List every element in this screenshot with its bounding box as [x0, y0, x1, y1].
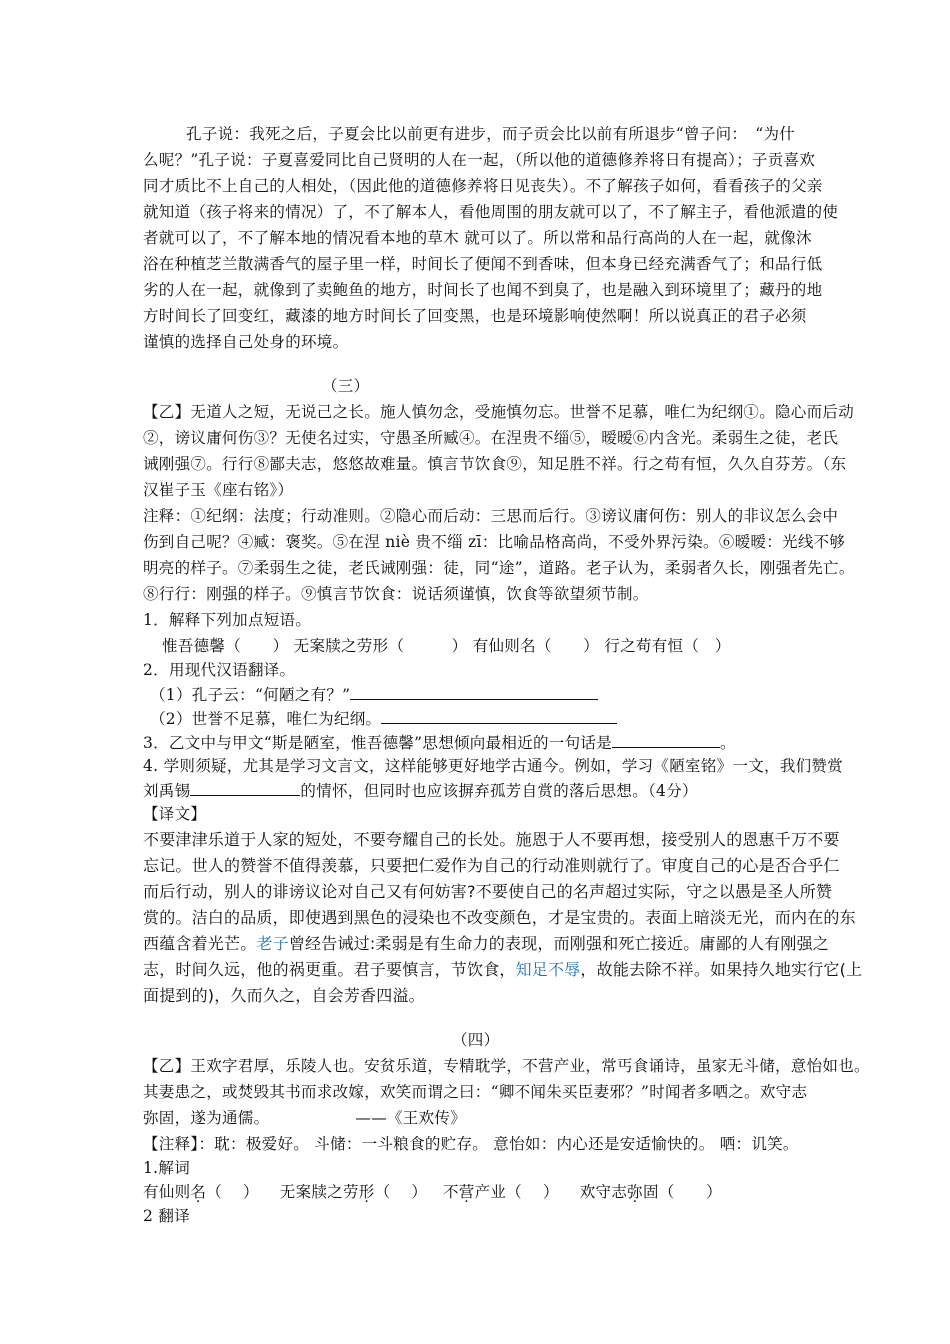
q4-answer-blank[interactable]: [190, 780, 300, 796]
section-3-text-2: ②，谤议庸何伤③？无使名过实，守愚圣所臧④。在涅贵不缁⑤，暧暧⑥内含光。柔弱生之徒，老氏: [143, 429, 839, 447]
section-4-text-2: 其妻患之，或焚毁其书而求改嫁，欢笑而谓之曰：“卿不闻朱买臣妻邪？”时闻者多哂之。欢守志: [143, 1083, 808, 1101]
q4-suffix: 的情怀，但同时也应该摒弃孤芳自赏的落后思想。（4分）: [300, 782, 698, 800]
q2a-answer-blank[interactable]: [350, 684, 598, 700]
section-3-text-1: 【乙】无道人之短，无说己之长。施人慎勿念，受施慎勿忘。世誉不足慕，唯仁为纪纲①。隐心而后动: [143, 403, 855, 421]
source-citation: ——《王欢传》: [355, 1109, 467, 1127]
q1-item-4: 行之苟有恒（ ）: [604, 637, 731, 655]
q3-end: 。: [720, 734, 736, 752]
laozi-link[interactable]: 老子: [256, 934, 289, 953]
section-3-text-4: 汉崔子玉《座右铭》）: [143, 481, 294, 499]
section-3-text-3: 诫刚强⑦。行行⑧鄙夫志，悠悠故难量。慎言节饮食⑨，知足胜不祥。行之苟有恒，久久自芬芳。（东: [143, 455, 847, 473]
yiwen-line-2: 忘记。世人的赞誉不值得羡慕，只要把仁爱作为自己的行动准则就行了。审度自己的心是否合乎仁: [143, 856, 840, 875]
section-4-text-3: [143, 1108, 466, 1128]
yiwen-heading: 【译文】: [143, 805, 207, 823]
s4-q1-item-3: 不营产业（ ）: [442, 1183, 559, 1201]
yiwen-line-6: [143, 960, 862, 980]
question-2a: [150, 684, 598, 705]
q3-text: 3．乙文中与甲文“斯是陋室，惟吾德馨”思想倾向最相近的一句话是: [143, 734, 613, 752]
section-4-question-1-items: [143, 1182, 722, 1202]
question-2: 2．用现代汉语翻译。: [143, 661, 296, 679]
question-4-line-2: [143, 780, 698, 801]
section-4-question-1: 1.解词: [143, 1159, 190, 1177]
translation-line-1: 孔子说：我死之后，子夏会比以前更有进步，而子贡会比以前有所退步“曾子问： “为什: [186, 125, 796, 143]
question-3: [143, 732, 736, 753]
question-1-items: [162, 636, 731, 656]
q1-item-3: 有仙则名（ ）: [472, 637, 600, 655]
q3-answer-blank[interactable]: [612, 732, 720, 748]
translation-line-7: 劣的人在一起，就像到了卖鲍鱼的地方，时间长了也闻不到臭了，也是融入到环境里了；藏丹的地: [143, 281, 823, 299]
zhizuburu-link[interactable]: 知足不辱: [515, 960, 581, 979]
yiwen-5-pre: 西蕴含着光芒。: [143, 934, 257, 953]
translation-line-3: 同才质比不上自己的人相处，（因此他的道德修养将日见丧失）。不了解孩子如何，看看孩子的父亲: [143, 177, 823, 195]
yiwen-line-5: [143, 934, 829, 954]
translation-line-5: 者就可以了，不了解本地的情况看本地的草木 就可以了。所以常和品行高尚的人在一起，就像沐: [143, 229, 812, 247]
yiwen-6-pre: 志，时间久远，他的祸更重。君子要慎言，节饮食，: [143, 960, 516, 979]
yiwen-6-post: ，故能去除不祥。如果持久地实行它(上: [580, 960, 863, 979]
question-4-line-1: 4. 学则须疑，尤其是学习文言文，这样能够更好地学古通今。例如，学习《陋室铭》一文，我们赞赏: [143, 757, 844, 775]
translation-line-2: 么呢？”孔子说：子夏喜爱同比自己贤明的人在一起，（所以他的道德修养将日有提高）；子贡喜欢: [143, 151, 816, 169]
yiwen-line-4: 赏的。洁白的品质，即使遇到黑色的浸染也不改变颜色，才是宝贵的。表面上暗淡无光，而内在的东: [143, 908, 856, 927]
translation-line-9: 谨慎的选择自己处身的环境。: [143, 333, 349, 351]
yiwen-line-7: 面提到的)，久而久之，自会芳香四溢。: [143, 986, 425, 1005]
question-2b: [150, 708, 617, 729]
section-4-heading: （四）: [452, 1031, 500, 1049]
q2a-text: （1）孔子云：“何陋之有？”: [150, 686, 351, 704]
section-4-note: 【注释】：耽：极爱好。 斗储：一斗粮食的贮存。 意怡如：内心还是安适愉快的。 哂：讥笑。: [143, 1135, 799, 1153]
section-4-question-2: 2 翻译: [143, 1207, 190, 1225]
yiwen-line-1: 不要津津乐道于人家的短处，不要夸耀自己的长处。施恩于人不要再想，接受别人的恩惠千万不要: [143, 830, 840, 849]
section-3-note-2: 伤到自己呢？④臧：褒奖。⑤在涅 niè 贵不缁 zī：比喻品格高尚，不受外界污染。⑥暧暧：光线不够: [143, 533, 846, 551]
s4-q1-item-1: 有仙则名（ ）: [143, 1183, 259, 1201]
yiwen-5-post: 曾经告诫过:柔弱是有生命力的表现，而刚强和死亡接近。庸鄙的人有刚强之: [288, 934, 830, 953]
section-3-note-1: 注释：①纪纲：法度；行动准则。②隐心而后动：三思而后行。③谤议庸何伤：别人的非议怎么会中: [143, 507, 839, 525]
translation-line-8: 方时间长了回变红，藏漆的地方时间长了回变黑，也是环境影响使然啊！所以说真正的君子必须: [143, 307, 807, 325]
translation-line-6: 浴在种植芝兰散满香气的屋子里一样，时间长了便闻不到香味，但本身已经充满香气了；和品行低: [143, 255, 823, 273]
q2b-answer-blank[interactable]: [381, 708, 617, 724]
q1-item-2: 无案牍之劳形（ ）: [293, 637, 468, 655]
s4-q1-item-4: 欢守志弥固（ ）: [579, 1183, 722, 1201]
section-4-text-3-main: 弥固，遂为通儒。: [143, 1109, 270, 1127]
s4-q1-item-2: 无案牍之劳形（ ）: [279, 1183, 428, 1201]
question-1: 1．解释下列加点短语。: [143, 611, 312, 629]
yiwen-line-3: 而后行动，别人的诽谤议论对自己又有何妨害?不要使自己的名声超过实际，守之以愚是圣人所赞: [143, 882, 833, 901]
section-3-note-4: ⑧行行：刚强的样子。⑨慎言节饮食：说话须谨慎，饮食等欲望须节制。: [143, 585, 649, 603]
q2b-text: （2）世誉不足慕，唯仁为纪纲。: [150, 710, 382, 728]
translation-line-4: 就知道（孩子将来的情况）了，不了解本人，看他周围的朋友就可以了，不了解主子，看他派遣的使: [143, 203, 839, 221]
section-3-heading: （三）: [322, 377, 370, 395]
q1-item-1: 惟吾德馨（ ）: [162, 637, 289, 655]
q4-prefix: 刘禹锡: [143, 782, 191, 800]
section-4-text-1: 【乙】王欢字君厚，乐陵人也。安贫乐道，专精耽学，不营产业，常丐食诵诗，虽家无斗储，意怡如也。: [143, 1057, 870, 1075]
section-3-note-3: 明亮的样子。⑦柔弱生之徒，老氏诫刚强：徒，同“途”，道路。老子认为，柔弱者久长，刚强者先亡。: [143, 559, 855, 577]
